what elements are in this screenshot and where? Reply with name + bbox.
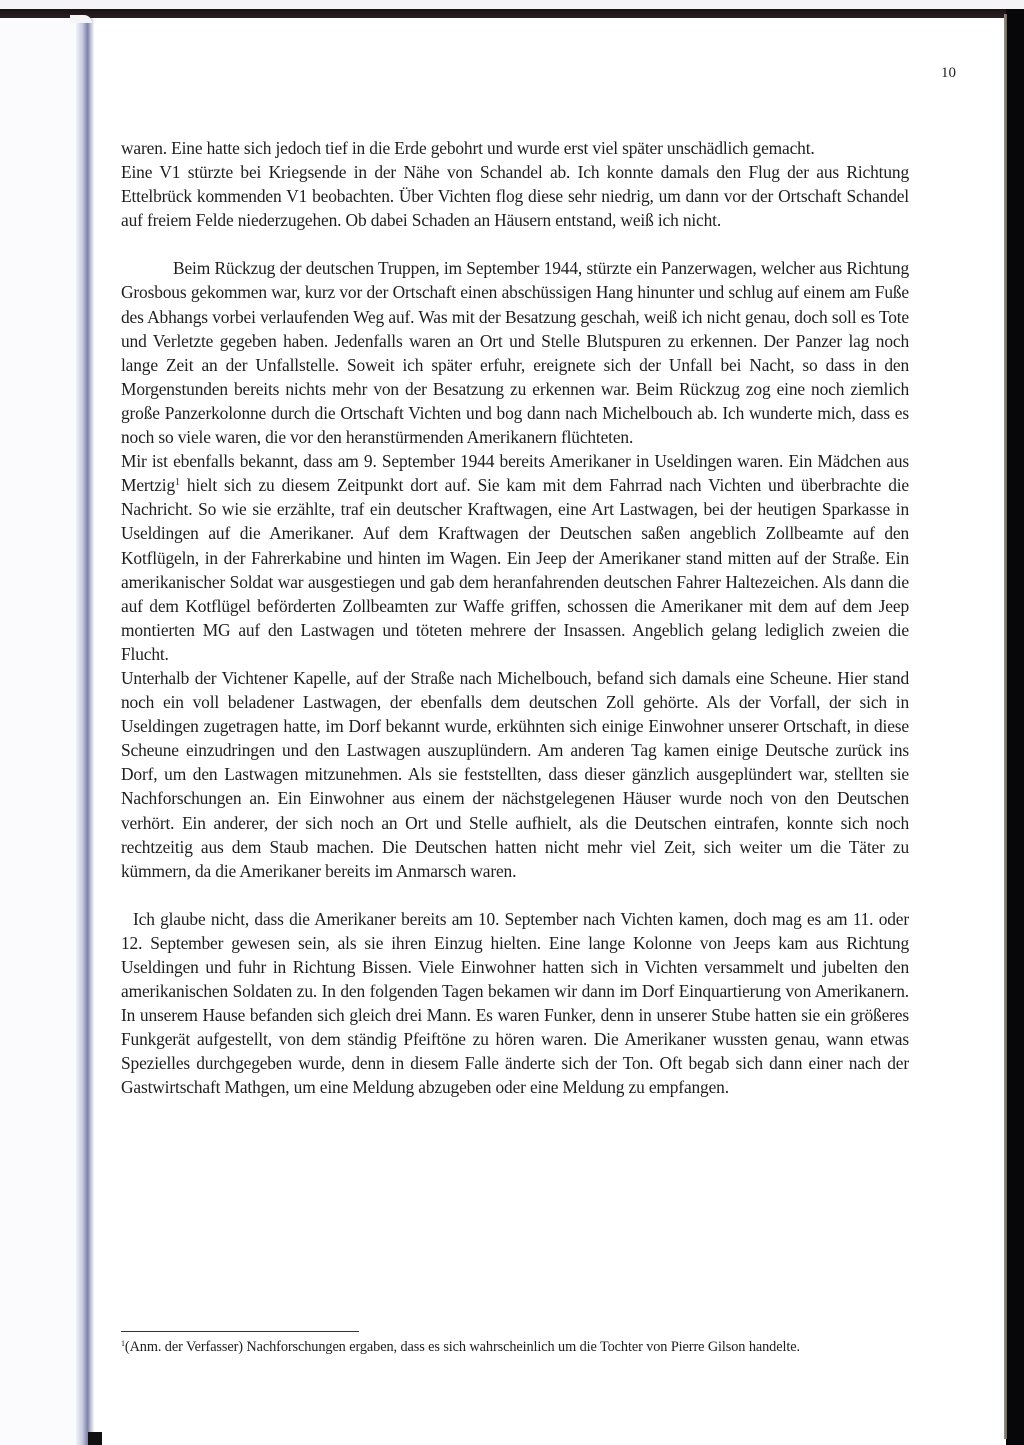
- paragraph-3: Beim Rückzug der deutschen Truppen, im September 1944, stürzte ein Panzerwagen, welcher aus Richtung Grosbous gekommen war, kurz vor der Ortschaft einen abschüssigen Hang hinunter und schlug auf einem am Fuße des Abhangs vorbei verlaufenden Weg auf. Was mit der Besatzung geschah, weiß ich nicht genau, doch soll es Tote und Verletzte gegeben haben. Jedenfalls waren an Ort und Stelle Blutspuren zu erkennen. Der Panzer lag noch lange Zeit an der Unfallstelle. Soweit ich später erfuhr, ereignete sich der Unfall bei Nacht, so dass in den Morgenstunden bereits nichts mehr von der Besatzung zu erkennen war. Beim Rückzug zog eine noch ziemlich große Panzerkolonne durch die Ortschaft Vichten und bog dann nach Michelbouch ab. Ich wunderte mich, dass es noch so viele waren, die vor den heranstürmenden Amerikanern flüchteten.: [121, 258, 909, 448]
- paragraph-gap: [121, 883, 909, 907]
- footnote-separator: [121, 1331, 359, 1332]
- scan-right-edge: [1006, 9, 1024, 1445]
- facing-page-corner: [70, 15, 92, 23]
- footnote-marker: 1: [121, 1339, 125, 1348]
- paragraph-1: waren. Eine hatte sich jedoch tief in die Erde gebohrt und wurde erst viel später unschädlich gemacht.: [121, 138, 815, 158]
- body-text: [121, 136, 909, 1100]
- footnote-reference[interactable]: 1: [175, 477, 180, 489]
- paragraph-2: Eine V1 stürzte bei Kriegsende in der Nähe von Schandel ab. Ich konnte damals den Flug der aus Richtung Ettelbrück kommenden V1 beobachten. Über Vichten flog diese sehr niedrig, um dann vor der Ortschaft Schandel auf freiem Felde niederzugehen. Ob dabei Schaden an Häusern entstand, weiß ich nicht.: [121, 162, 909, 231]
- paragraph-gap: [121, 232, 909, 256]
- page-right-border: [1004, 14, 1007, 1439]
- paragraph-6: Ich glaube nicht, dass die Amerikaner bereits am 10. September nach Vichten kamen, doch mag es am 11. oder 12. September gewesen sein, als sie ihren Einzug hielten. Eine lange Kolonne von Jeeps kam aus Richtung Useldingen und fuhr in Richtung Bissen. Viele Einwohner hatten sich in Vichten versammelt und jubelten den amerikanischen Soldaten zu. In den folgenden Tagen bekamen wir dann im Dorf Einquartierung von Amerikanern. In unserem Hause befanden sich gleich drei Mann. Es waren Funker, denn in unserer Stube hatten sie ein größeres Funkgerät aufgestellt, von dem ständig Pfeiftöne zu hören waren. Die Amerikaner wussten genau, wann etwas Spezielles durchgegeben wurde, denn in diesem Falle änderte sich der Ton. Oft begab sich dann einer nach der Gastwirtschaft Mathgen, um eine Meldung abzugeben oder eine Meldung zu empfangen.: [121, 908, 909, 1098]
- scan-top-edge: [0, 9, 1024, 18]
- footnote: [121, 1339, 911, 1356]
- book-gutter-shadow: [76, 18, 94, 1445]
- paragraph-4-text-a: Mir ist ebenfalls bekannt, dass am 9. September 1944 bereits Amerikaner in Useldingen waren. Ein Mädchen aus Mertzig: [121, 451, 909, 496]
- paragraph-4: [121, 449, 909, 666]
- footnote-text: (Anm. der Verfasser) Nachforschungen ergaben, dass es sich wahrscheinlich um die Tochter von Pierre Gilson handelte.: [124, 1339, 800, 1355]
- facing-page-edge: [0, 18, 84, 1445]
- paragraph-4-text-b: hielt sich zu diesem Zeitpunkt dort auf. Sie kam mit dem Fahrrad nach Vichten und überbrachte die Nachricht. So wie sie erzählte, traf ein deutscher Kraftwagen, eine Art Lastwagen, bei der heutigen Sparkasse in Useldingen auf die Amerikaner. Auf dem Kraftwagen der Deutschen saßen angeblich Zollbeamte auf den Kotflügeln, in der Fahrerkabine und hinten im Wagen. Ein Jeep der Amerikaner stand mitten auf der Straße. Ein amerikanischer Soldat war ausgestiegen und gab dem heranfahrenden deutschen Fahrer Haltezeichen. Als dann die auf dem Kotflügel beförderten Zollbeamten zur Waffe griffen, schossen die Amerikaner mit dem auf dem Jeep montierten MG auf den Lastwagen und töteten mehrere der Insassen. Angeblich gelang lediglich zweien die Flucht.: [121, 475, 909, 664]
- scan-bottom-corner: [88, 1432, 102, 1445]
- page-number: 10: [941, 65, 956, 81]
- paragraph-5: Unterhalb der Vichtener Kapelle, auf der Straße nach Michelbouch, befand sich damals eine Scheune. Hier stand noch ein voll beladener Lastwagen, der ebenfalls dem deutschen Zoll gehörte. Als der Vorfall, der sich in Useldingen zugetragen hatte, im Dorf bekannt wurde, erkühnten sich einige Einwohner unserer Ortschaft, in diese Scheune einzudringen und den Lastwagen auszuplündern. Am anderen Tag kamen einige Deutsche zurück ins Dorf, um den Lastwagen mitzunehmen. Als sie feststellten, dass dieser gänzlich ausgeplündert war, stellten sie Nachforschungen an. Ein Einwohner aus einem der nächstgelegenen Häuser wurde noch von den Deutschen verhört. Ein anderer, der sich noch an Ort und Stelle aufhielt, als die Deutschen eintrafen, konnte sich noch rechtzeitig aus dem Staub machen. Die Deutschen hatten nicht mehr viel Zeit, sich weiter um die Täter zu kümmern, da die Amerikaner bereits im Anmarsch waren.: [121, 667, 909, 881]
